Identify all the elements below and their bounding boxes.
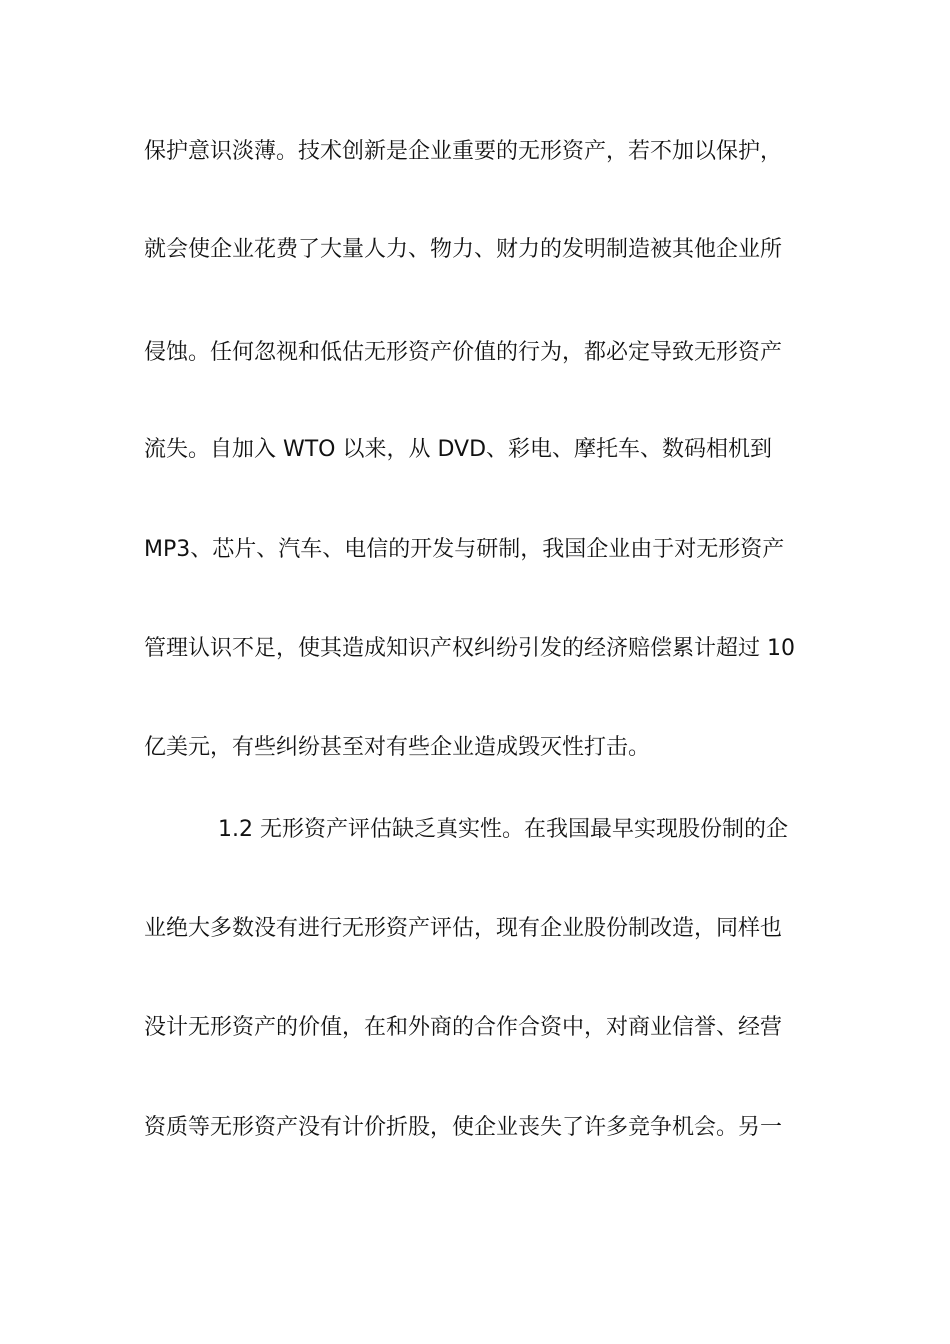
paragraph-line: 侵蚀。任何忽视和低估无形资产价值的行为，都必定导致无形资产: [144, 340, 783, 365]
section-heading-line: 1.2 无形资产评估缺乏真实性。在我国最早实现股份制的企: [218, 817, 788, 842]
paragraph-line: MP3、芯片、汽车、电信的开发与研制，我国企业由于对无形资产: [144, 537, 785, 562]
paragraph-line: 亿美元，有些纠纷甚至对有些企业造成毁灭性打击。: [144, 735, 651, 760]
paragraph-line: 资质等无形资产没有计价折股，使企业丧失了许多竞争机会。另一: [144, 1115, 783, 1140]
paragraph-line: 管理认识不足，使其造成知识产权纠纷引发的经济赔偿累计超过 10: [144, 636, 795, 661]
paragraph-line: 没计无形资产的价值，在和外商的合作合资中，对商业信誉、经营: [144, 1015, 783, 1040]
paragraph-line: 保护意识淡薄。技术创新是企业重要的无形资产，若不加以保护，: [144, 139, 783, 164]
paragraph-line: 业绝大多数没有进行无形资产评估，现有企业股份制改造，同样也: [144, 916, 783, 941]
paragraph-line: 就会使企业花费了大量人力、物力、财力的发明制造被其他企业所: [144, 237, 783, 262]
paragraph-line: 流失。自加入 WTO 以来，从 DVD、彩电、摩托车、数码相机到: [144, 437, 773, 462]
